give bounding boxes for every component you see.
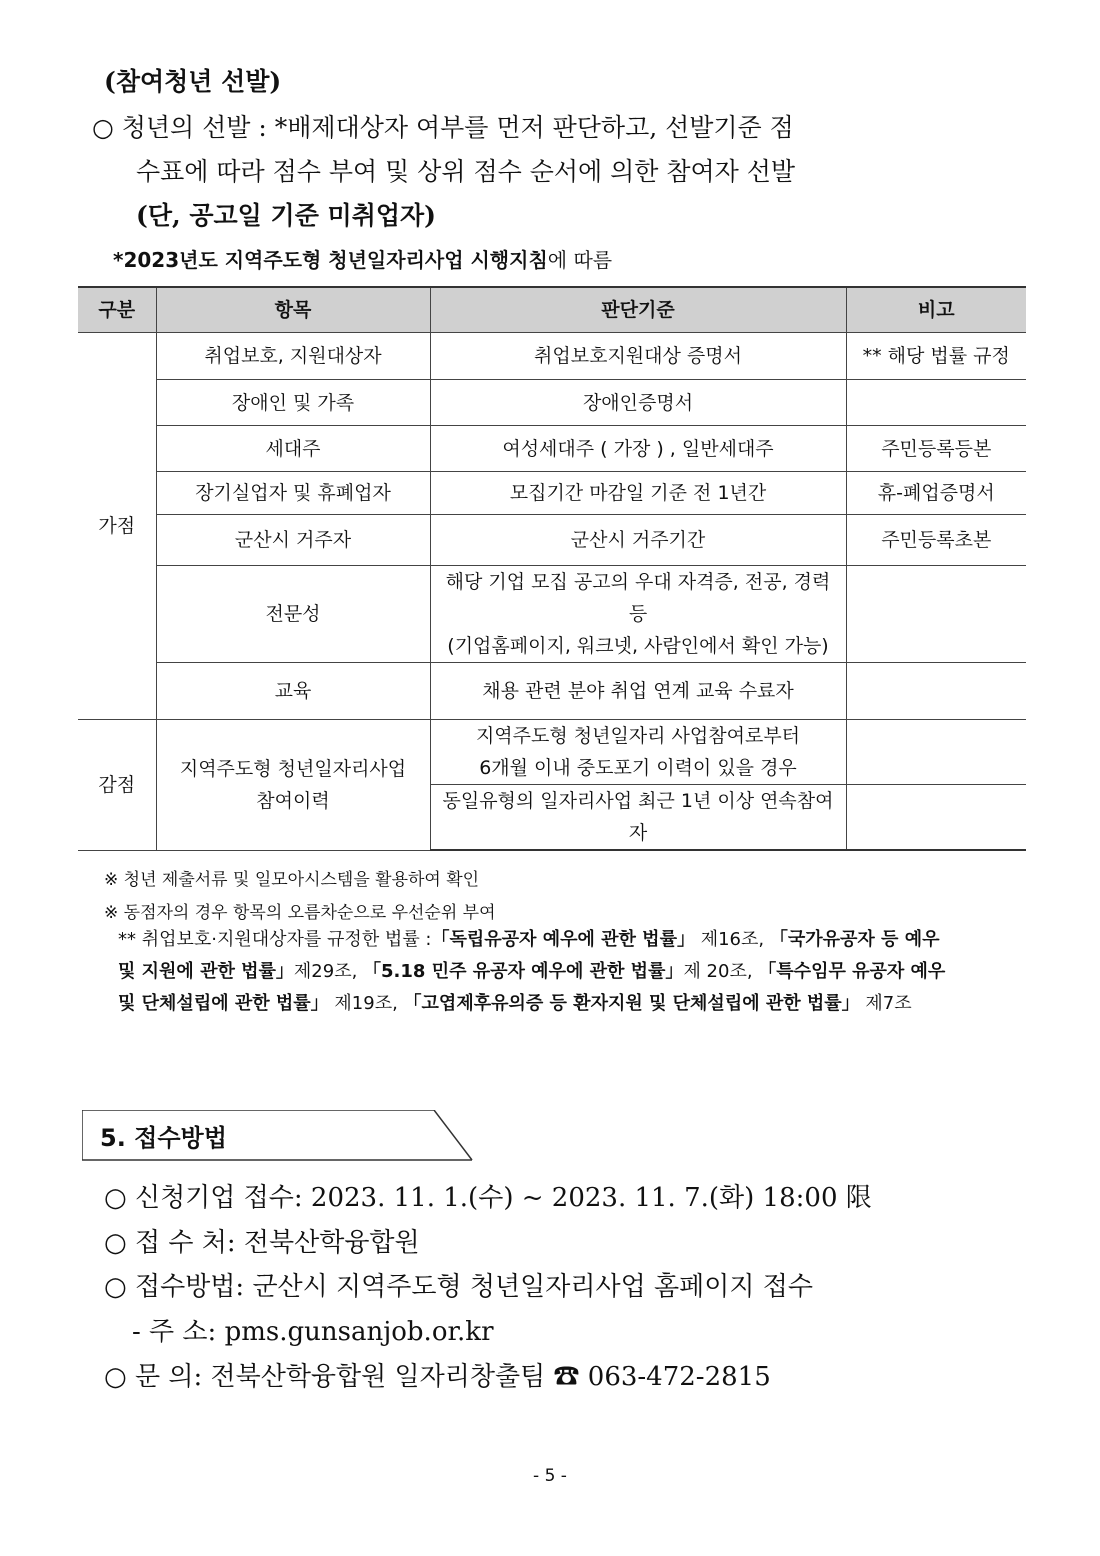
selection-heading: (참여청년 선발) xyxy=(104,67,282,96)
category-plus: 가점 xyxy=(78,333,156,720)
application-address: - 주 소: pms.gunsanjob.or.kr xyxy=(132,1317,494,1347)
law-footnote xyxy=(118,924,958,1020)
row-criteria-line2: (기업홈페이지, 워크넷, 사람인에서 확인 가능) xyxy=(447,635,829,657)
row-criteria: 장애인증명서 xyxy=(430,380,846,426)
table-header-row xyxy=(78,287,1026,333)
law-4-article: 제19조, xyxy=(328,993,404,1014)
table-row xyxy=(78,566,1026,663)
law-3: 「5.18 민주 유공자 예우에 관한 법률」 xyxy=(363,961,684,982)
table-row xyxy=(78,426,1026,472)
row-note xyxy=(846,720,1026,785)
law-1: 「독립유공자 예우에 관한 법률」 xyxy=(431,929,695,950)
row-note xyxy=(846,566,1026,663)
row-note: 휴-폐업증명서 xyxy=(846,472,1026,515)
minus-item-line1: 지역주도형 청년일자리사업 xyxy=(179,757,407,780)
row-criteria-line1: 지역주도형 청년일자리 사업참여로부터 xyxy=(475,725,801,747)
row-item: 장기실업자 및 휴폐업자 xyxy=(156,472,430,515)
law-5: 「고엽제후유의증 등 환자지원 및 단체설립에 관한 법률」 xyxy=(403,993,860,1014)
application-place: ○ 접 수 처: 전북산학융합원 xyxy=(104,1228,420,1258)
row-criteria: 여성세대주 ( 가장 ) , 일반세대주 xyxy=(430,426,846,472)
law-5-article: 제7조 xyxy=(859,993,912,1014)
table-row xyxy=(78,720,1026,785)
row-criteria xyxy=(430,566,846,663)
row-criteria-line2: 6개월 이내 중도포기 이력이 있을 경우 xyxy=(479,757,797,779)
law-3-article: 제 20조, xyxy=(683,961,759,982)
selection-para-line2: 수표에 따라 점수 부여 및 상위 점수 순서에 의한 참여자 선발 xyxy=(136,157,796,186)
inquiry-contact: ○ 문 의: 전북산학융합원 일자리창출팀 ☎ 063-472-2815 xyxy=(104,1362,771,1392)
selection-para-line3: (단, 공고일 기준 미취업자) xyxy=(136,201,436,230)
law-2: 「국가유공자 등 예우 및 지원에 관한 법률」 xyxy=(118,929,940,982)
row-item: 세대주 xyxy=(156,426,430,472)
row-note: 주민등록등본 xyxy=(846,426,1026,472)
footnote-1: ※ 청년 제출서류 및 일모아시스템을 활용하여 확인 xyxy=(104,870,480,890)
row-criteria: 군산시 거주기간 xyxy=(430,515,846,566)
row-criteria: 채용 관련 분야 취업 연계 교육 수료자 xyxy=(430,663,846,720)
header-note: 비고 xyxy=(846,287,1026,333)
row-item: 취업보호, 지원대상자 xyxy=(156,333,430,380)
row-note xyxy=(846,380,1026,426)
row-note xyxy=(846,785,1026,851)
row-item: 군산시 거주자 xyxy=(156,515,430,566)
row-criteria-line1: 해당 기업 모집 공고의 우대 자격증, 전공, 경력 등 xyxy=(445,571,831,625)
law-4: 「특수임무 유공자 예우 및 단체설립에 관한 법률」 xyxy=(118,961,946,1014)
law-2-article: 제29조, xyxy=(293,961,364,982)
table-row xyxy=(78,333,1026,380)
minus-item-line2: 참여이력 xyxy=(256,789,330,812)
law-1-article: 제16조, xyxy=(694,929,770,950)
row-item: 전문성 xyxy=(156,566,430,663)
guideline-note-rest: 에 따름 xyxy=(547,248,613,272)
row-item: 장애인 및 가족 xyxy=(156,380,430,426)
row-criteria: 취업보호지원대상 증명서 xyxy=(430,333,846,380)
application-period: ○ 신청기업 접수: 2023. 11. 1.(수) ~ 2023. 11. 7.(화) 18:00 限 xyxy=(104,1183,872,1213)
table-row xyxy=(78,515,1026,566)
row-item: 교육 xyxy=(156,663,430,720)
table-row xyxy=(78,472,1026,515)
guideline-note-bold: *2023년도 지역주도형 청년일자리사업 시행지침 xyxy=(113,248,548,272)
header-category: 구분 xyxy=(78,287,156,333)
page-number: - 5 - xyxy=(533,1466,567,1486)
row-criteria: 모집기간 마감일 기준 전 1년간 xyxy=(430,472,846,515)
row-note: ** 해당 법률 규정 xyxy=(846,333,1026,380)
row-criteria xyxy=(430,720,846,785)
guideline-note xyxy=(113,244,612,273)
row-note: 주민등록초본 xyxy=(846,515,1026,566)
selection-para-line1: ○ 청년의 선발 : *배제대상자 여부를 먼저 판단하고, 선발기준 점 xyxy=(92,113,794,142)
section-5-title: 5. 접수방법 xyxy=(100,1124,227,1152)
application-method: ○ 접수방법: 군산시 지역주도형 청년일자리사업 홈페이지 접수 xyxy=(104,1272,813,1302)
header-criteria: 판단기준 xyxy=(430,287,846,333)
table-row xyxy=(78,663,1026,720)
row-note xyxy=(846,663,1026,720)
law-prefix: ** 취업보호·지원대상자를 규정한 법률 : xyxy=(118,929,432,950)
table-row xyxy=(78,380,1026,426)
header-item: 항목 xyxy=(156,287,430,333)
category-minus: 감점 xyxy=(78,720,156,851)
row-criteria: 동일유형의 일자리사업 최근 1년 이상 연속참여자 xyxy=(430,785,846,851)
footnote-2: ※ 동점자의 경우 항목의 오름차순으로 우선순위 부여 xyxy=(104,903,496,923)
selection-criteria-table xyxy=(78,286,1026,851)
minus-item xyxy=(156,720,430,851)
